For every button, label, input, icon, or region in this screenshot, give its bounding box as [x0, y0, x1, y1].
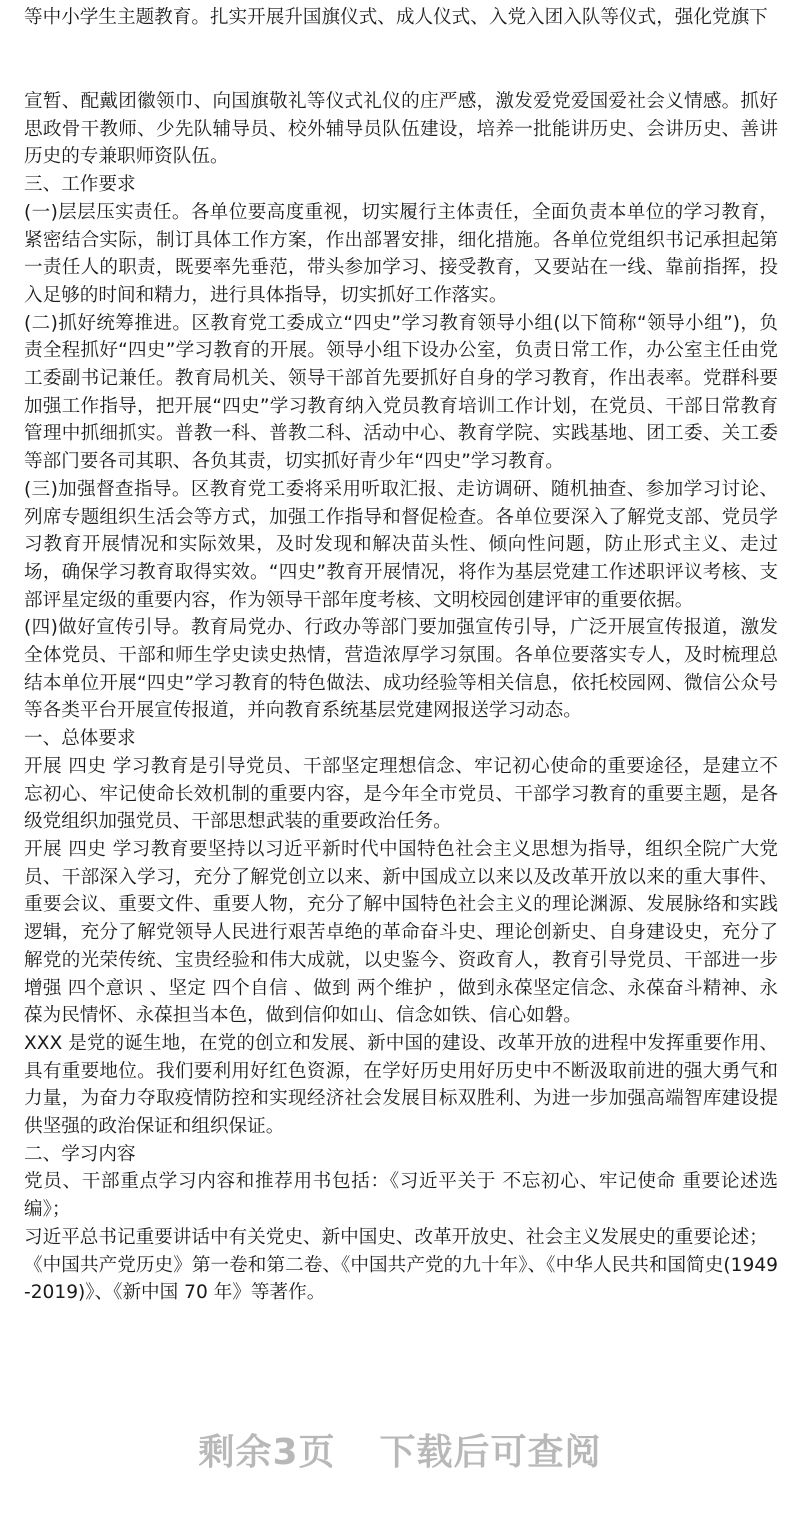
paragraph: 开展 四史 学习教育是引导党员、干部坚定理想信念、牢记初心使命的重要途径，是建立不忘初心、牢记使命长效机制的重要内容，是今年全市党员、干部学习教育的重要主题，是各级党组织加强党员、干部思想武装的重要政治任务。 — [24, 755, 778, 833]
paragraph: XXX 是党的诞生地，在党的创立和发展、新中国的建设、改革开放的进程中发挥重要作用、具有重要地位。我们要利用好红色资源，在学好历史用好历史中不断汲取前进的强大勇气和力量，为奋力夺取疫情防控和实现经济社会发展目标双胜利、为进一步加强高端智库建设提供坚强的政治保证和组织保证。 — [24, 1032, 778, 1138]
paragraph: 等中小学生主题教育。扎实开展升国旗仪式、成人仪式、入党入团入队等仪式，强化党旗下 — [24, 7, 768, 28]
paragraph: 宣暂、配戴团徽领巾、向国旗敬礼等仪式礼仪的庄严感，激发爱党爱国爱社会义情感。抓好思政骨干教师、少先队辅导员、校外辅导员队伍建设，培养一批能讲历史、会讲历史、善讲历史的专兼职师资队伍。 — [24, 91, 778, 168]
document-body — [24, 88, 778, 1307]
section-heading: 二、学习内容 — [24, 1143, 136, 1165]
document-top-fragment — [24, 4, 778, 32]
paragraph: (一)层层压实责任。各单位要高度重视，切实履行主体责任，全面负责本单位的学习教育，紧密结合实际，制订具体工作方案，作出部署安排，细化措施。各单位党组织书记承担起第一责任人的职责，既要率先垂范，带头参加学习、接受教育，又要站在一线、靠前指挥，投入足够的时间和精力，进行具体指导，切实抓好工作落实。 — [24, 201, 778, 306]
paragraph: 党员、干部重点学习内容和推荐用书包括：《习近平关于 不忘初心、牢记使命 重要论述选编》； — [24, 1171, 778, 1221]
paragraph: 《中国共产党历史》第一卷和第二卷、《中国共产党的九十年》、《中华人民共和国简史(1949-2019)》、《新中国 70 年》等著作。 — [24, 1254, 778, 1304]
section-heading: 一、总体要求 — [24, 728, 136, 750]
remaining-pages-label: 剩余3页 — [198, 1432, 336, 1473]
download-prompt[interactable] — [0, 1424, 800, 1475]
section-heading: 三、工作要求 — [24, 174, 136, 196]
paragraph: 习近平总书记重要讲话中有关党史、新中国史、改革开放史、社会主义发展史的重要论述； — [24, 1226, 768, 1248]
paragraph: 开展 四史 学习教育要坚持以习近平新时代中国特色社会主义思想为指导，组织全院广大党员、干部深入学习，充分了解党创立以来、新中国成立以来以及改革开放以来的重大事件、重要会议、重要文件、重要人物，充分了解中国特色社会主义的理论渊源、发展脉络和实践逻辑，充分了解党领导人民进行艰苦卓绝的革命奋斗史、理论创新史、自身建设史，充分了解党的光荣传统、宝贵经验和伟大成就，以史鉴今、资政育人，教育引导党员、干部进一步增强 四个意识 、坚定 四个自信 、做到 两个维护 ，做到永葆坚定信念、永葆奋斗精神、永葆为民情怀、永葆担当本色，做到信仰如山、信念如铁、信心如磐。 — [24, 838, 778, 1027]
paragraph: (四)做好宣传引导。教育局党办、行政办等部门要加强宣传引导，广泛开展宣传报道，激发全体党员、干部和师生学史读史热情，营造浓厚学习氛围。各单位要落实专人，及时梳理总结本单位开展“四史”学习教育的特色做法、成功经验等相关信息，依托校园网、微信公众号等各类平台开展宣传报道，并向教育系统基层党建网报送学习动态。 — [24, 617, 778, 722]
paragraph: (三)加强督查指导。区教育党工委将采用听取汇报、走访调研、随机抽查、参加学习讨论、列席专题组织生活会等方式，加强工作指导和督促检查。各单位要深入了解党支部、党员学习教育开展情况和实际效果，及时发现和解决苗头性、倾向性问题，防止形式主义、走过场，确保学习教育取得实效。“四史”教育开展情况，将作为基层党建工作述职评议考核、支部评星定级的重要内容，作为领导干部年度考核、文明校园创建评审的重要依据。 — [24, 478, 778, 611]
paragraph: (二)抓好统筹推进。区教育党工委成立“四史”学习教育领导小组(以下简称“领导小组”)，负责全程抓好“四史”学习教育的开展。领导小组下设办公室，负责日常工作，办公室主任由党工委副书记兼任。教育局机关、领导干部首先要抓好自身的学习教育，作出表率。党群科要加强工作指导，把开展“四史”学习教育纳入党员教育培训工作计划，在党员、干部日常教育管理中抓细抓实。普教一科、普教二科、活动中心、教育学院、实践基地、团工委、关工委等部门要各司其职、各负其责，切实抓好青少年“四史”学习教育。 — [24, 312, 778, 473]
download-to-view-label: 下载后可查阅 — [379, 1432, 602, 1473]
